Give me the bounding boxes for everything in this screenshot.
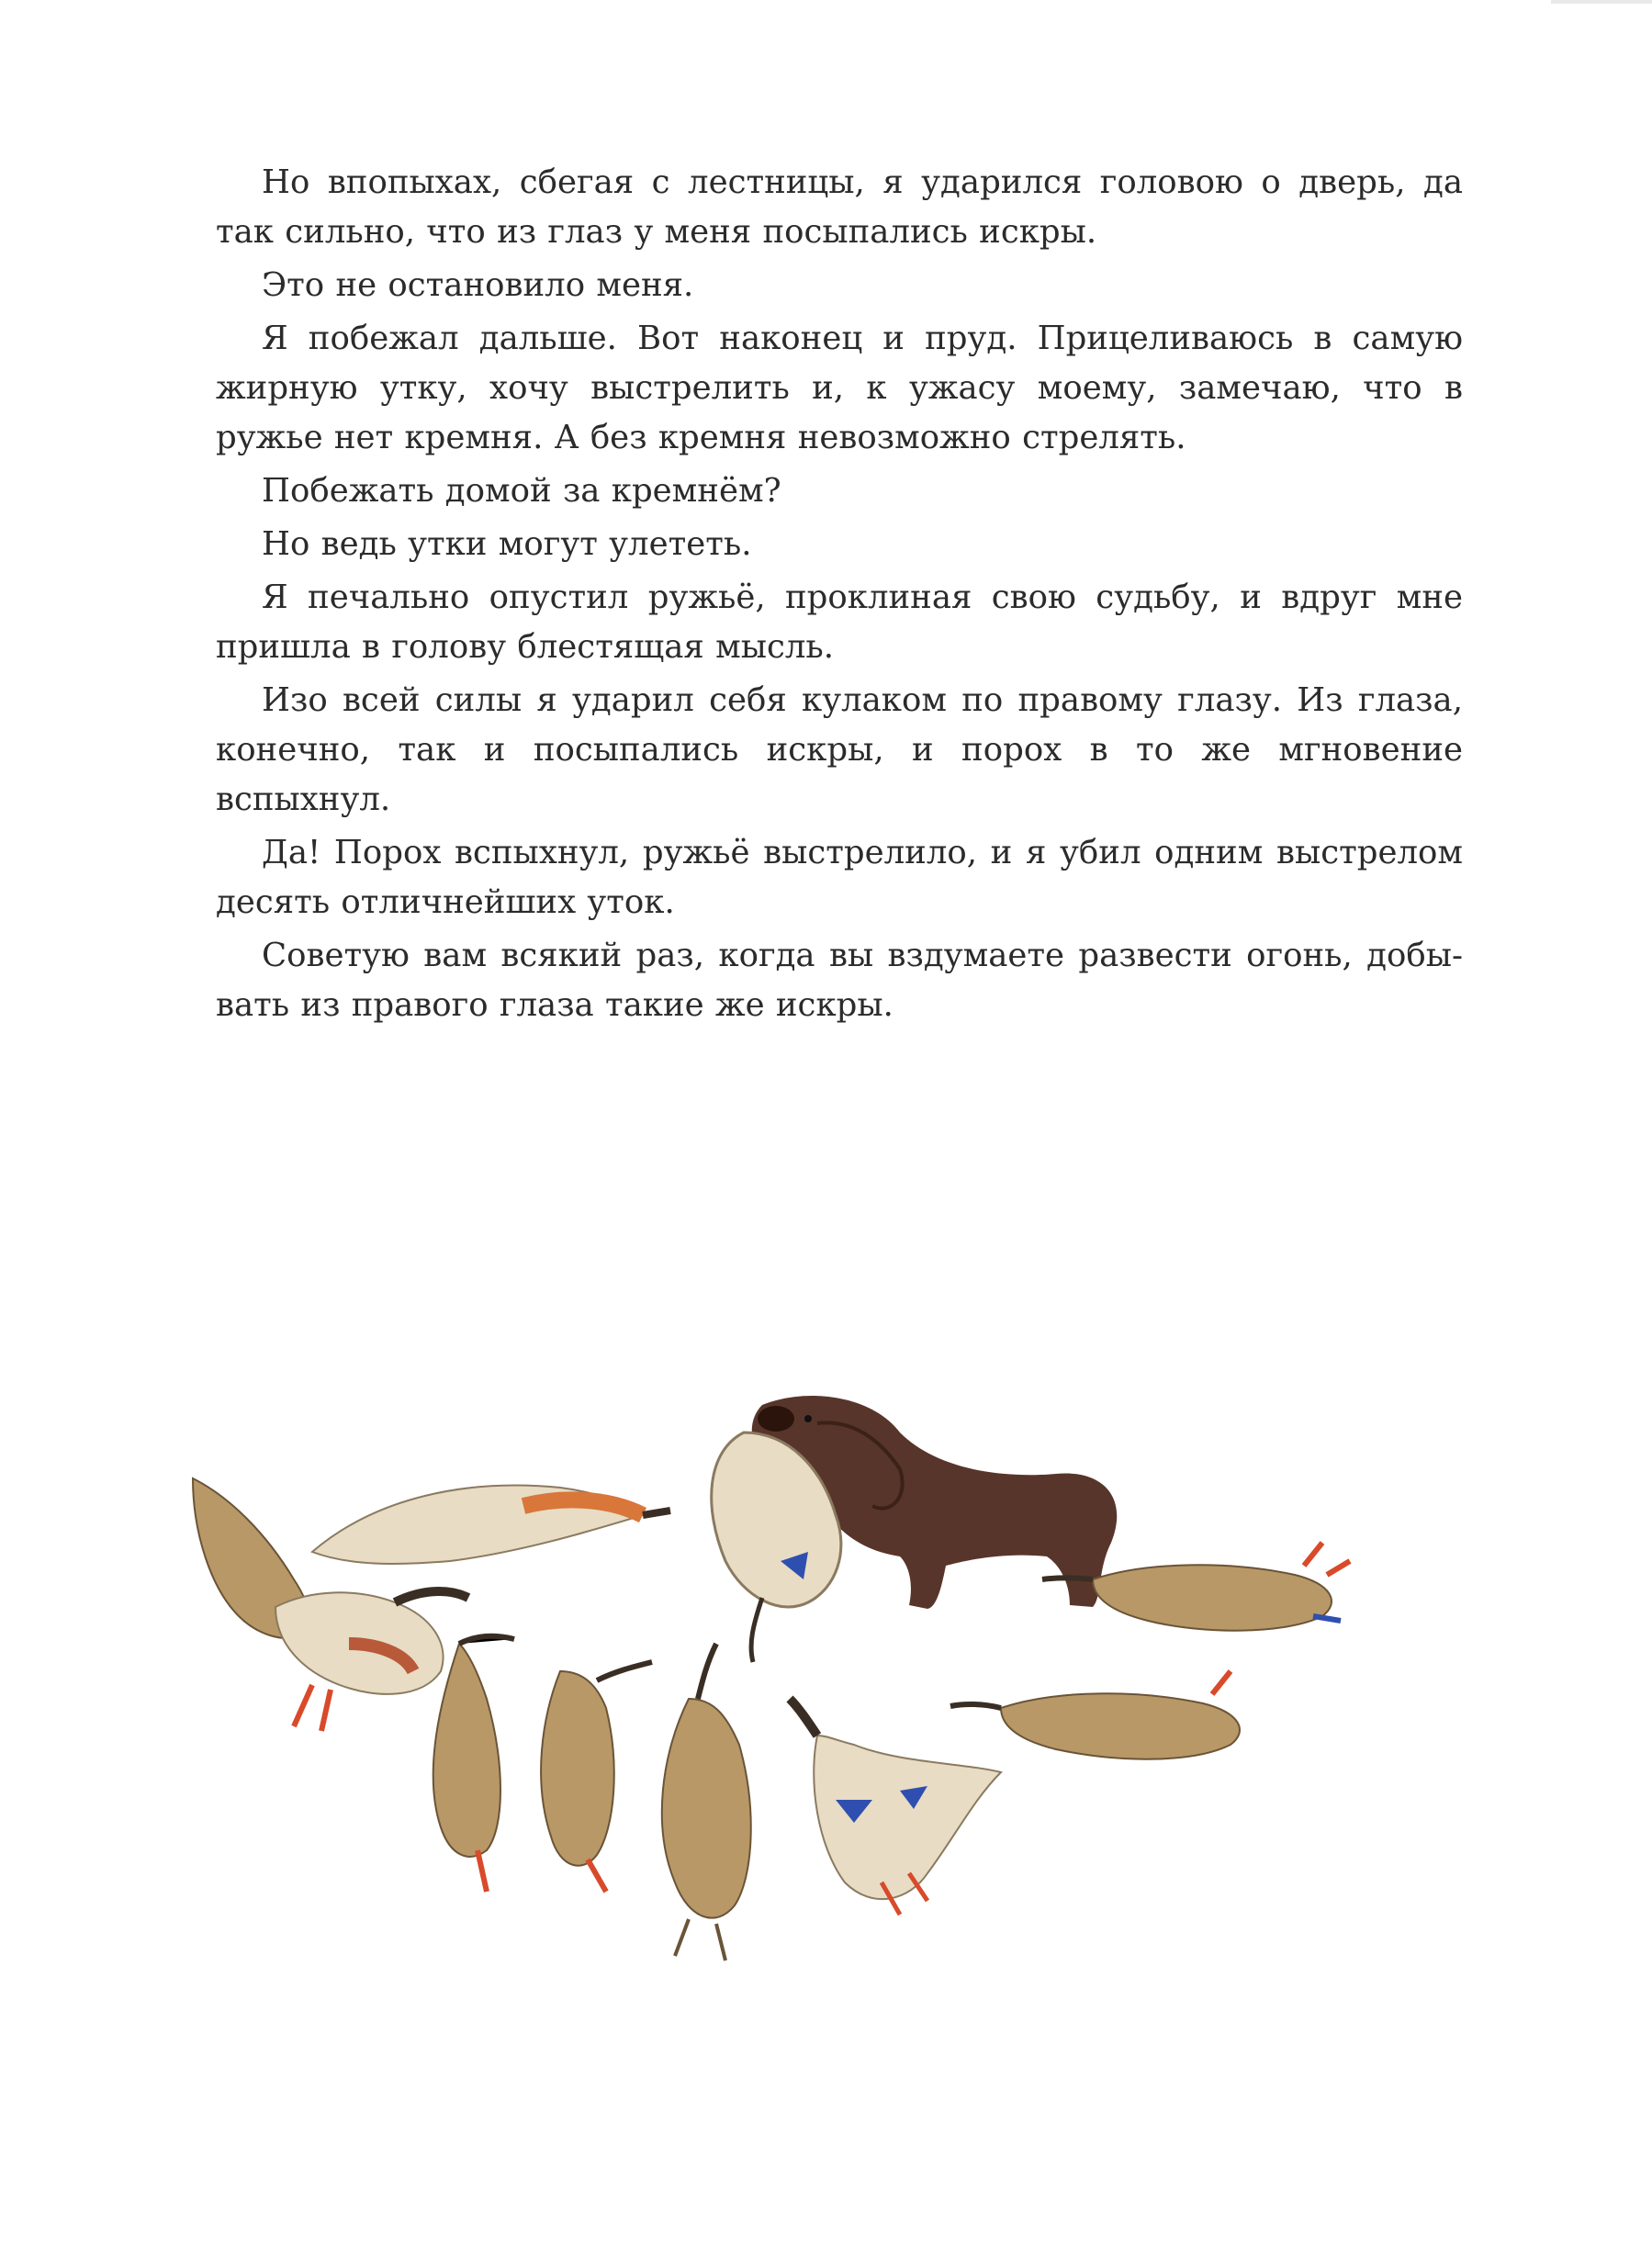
duck-bottom-4 bbox=[790, 1699, 1001, 1915]
paragraph-3: Я побежал дальше. Вот наконец и пруд. Прицеливаюсь в самую жирную утку, хочу выстрелить и, к ужасу моему, замечаю, что в ружье нет кремня. А без кремня невозможно стрелять. bbox=[216, 320, 1463, 456]
duck-bottom-3 bbox=[662, 1644, 751, 1961]
paragraph-9: Советую вам всякий раз, когда вы вздумаете развести огонь, добывать из правого глаза такие же искры. bbox=[216, 937, 1463, 1024]
dog-and-ducks-illustration bbox=[174, 1368, 1488, 2084]
paragraph-7: Изо всей силы я ударил себя кулаком по правому глазу. Из глаза, конечно, так и посыпались искры, и порох в то же мгновение вспыхнул. bbox=[216, 681, 1463, 818]
paragraph-2: Это не остановило меня. bbox=[262, 266, 694, 304]
paragraph-5: Но ведь утки могут улететь. bbox=[262, 525, 752, 563]
paragraph-4: Побежать домой за кремнём? bbox=[262, 472, 781, 510]
duck-bottom-1 bbox=[433, 1636, 514, 1892]
duck-bottom-2 bbox=[541, 1662, 652, 1892]
paragraph-8: Да! Порох вспыхнул, ружьё выстрелило, и я убил одним выстрелом десять отличнейших уток. bbox=[216, 834, 1463, 921]
duck-bottom-5 bbox=[950, 1671, 1240, 1759]
story-text bbox=[216, 158, 1463, 1034]
paragraph-1: Но впопыхах, сбегая с лестницы, я ударился головою о дверь, да так сильно, что из глаз у меня посыпались искры. bbox=[216, 163, 1463, 251]
scan-edge-mark bbox=[1551, 0, 1652, 4]
paragraph-6: Я печально опустил ружьё, проклиная свою судьбу, и вдруг мне пришла в голову блестящая мысль. bbox=[216, 579, 1463, 666]
duck-lying-top bbox=[312, 1486, 670, 1564]
